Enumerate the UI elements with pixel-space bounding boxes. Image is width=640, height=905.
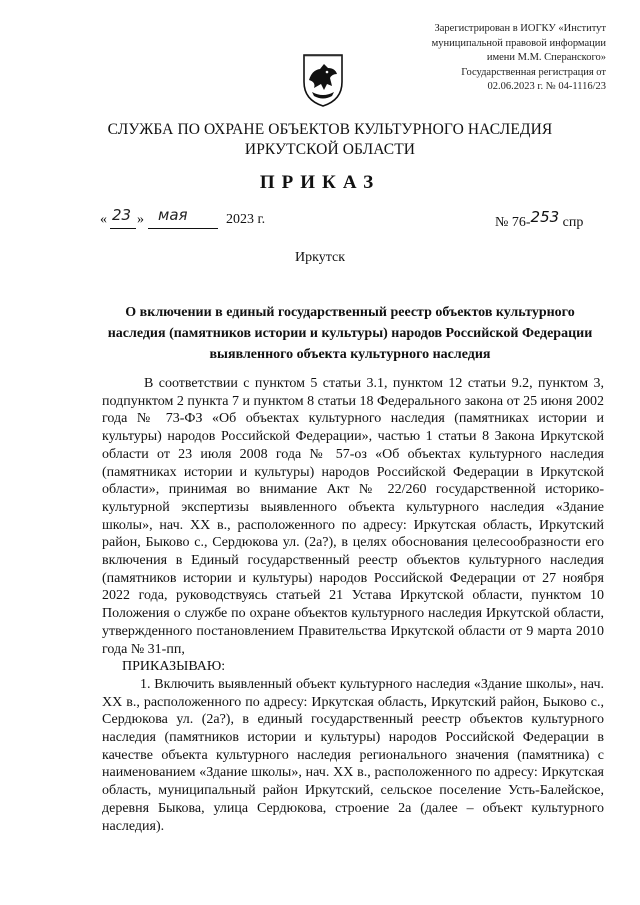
- order-number-handwritten: 253: [530, 208, 560, 226]
- registration-line: Зарегистрирован в ИОГКУ «Институт: [434, 23, 606, 34]
- date-day-handwritten: 23: [112, 206, 132, 224]
- document-type-title: ПРИКАЗ: [259, 172, 381, 193]
- order-subject: О включении в единый государственный реестр объектов культурного наследия (памятников истории и культуры) народов Российской Федерации выявленного объекта культурного наследия: [107, 305, 593, 362]
- date-close-quote: »: [137, 212, 144, 227]
- date-year: 2023 г.: [226, 212, 266, 227]
- order-number: [495, 208, 615, 231]
- order-point-1: 1. Включить выявленный объект культурного наследия «Здание школы», нач. XX в., расположенного по адресу: Иркутская область, Иркутский район, Быково с., Сердюкова ул. (2а?), в единый государственный реестр объектов культурного наследия (памятников истории и культуры) народов Российской Федерации в качестве объекта культурного наследия регионального значения (памятника) с наименованием «Здание школы», нач. XX в., расположенного по адресу: Иркутская область, муниципальный район Иркутский, сельское поселение Усть-Балейское, деревня Быкова, улица Сердюкова, строение 2а (далее – объект культурного наследия).: [102, 676, 604, 834]
- order-body: [102, 375, 604, 835]
- agency-name-line2: ИРКУТСКОЙ ОБЛАСТИ: [244, 141, 416, 158]
- registration-line: имени М.М. Сперанского»: [486, 52, 606, 64]
- city-name: Иркутск: [294, 250, 346, 265]
- date-open-quote: «: [100, 212, 107, 227]
- order-number-prefix: № 76-: [495, 215, 531, 230]
- registration-line: Государственная регистрация от: [461, 66, 606, 78]
- order-number-suffix: спр: [562, 215, 584, 230]
- date-month-handwritten: мая: [158, 206, 188, 224]
- agency-name-line1: СЛУЖБА ПО ОХРАНЕ ОБЪЕКТОВ КУЛЬТУРНОГО НАСЛЕДИЯ: [107, 121, 553, 138]
- preamble-paragraph: В соответствии с пунктом 5 статьи 3.1, пунктом 12 статьи 9.2, пунктом 3, подпунктом 2 пункта 7 и пунктом 8 статьи 18 Федерального закона от 25 июня 2002 года № 73-ФЗ «Об объектах культурного наследия (памятниках истории и культуры) народов Российской Федерации», частью 1 статьи 8 Закона Иркутской области от 23 июля 2008 года № 57-оз «Об объектах культурного наследия (памятниках истории и культуры) народов Российской Федерации в Иркутской области», принимая во внимание Акт № 22/260 государственной историко-культурной экспертизы выявленного объекта культурного наследия «Здание школы», нач. XX в., расположенного по адресу: Иркутская область, Иркутский район, Быково с., Сердюкова ул. (2а?), в целях обоснования целесообразности его включения в Единый государственный реестр объектов культурного наследия (памятников истории и культуры) народов Российской Федерации от 27 ноября 2022 года, руководствуясь статьей 21 Устава Иркутской области, пунктом 10 Положения о службе по охране объектов культурного наследия Иркутской области, утвержденного постановлением Правительства Иркутской области от 9 марта 2010 года № 31-пп,: [102, 376, 604, 657]
- registration-stamp: [356, 22, 606, 95]
- order-date: [100, 206, 300, 232]
- order-word: ПРИКАЗЫВАЮ:: [122, 659, 226, 675]
- irkutsk-coat-of-arms-icon: [302, 52, 344, 108]
- registration-line: муниципальной правовой информации: [431, 37, 606, 49]
- registration-line: 02.06.2023 г. № 04-1116/23: [487, 81, 606, 93]
